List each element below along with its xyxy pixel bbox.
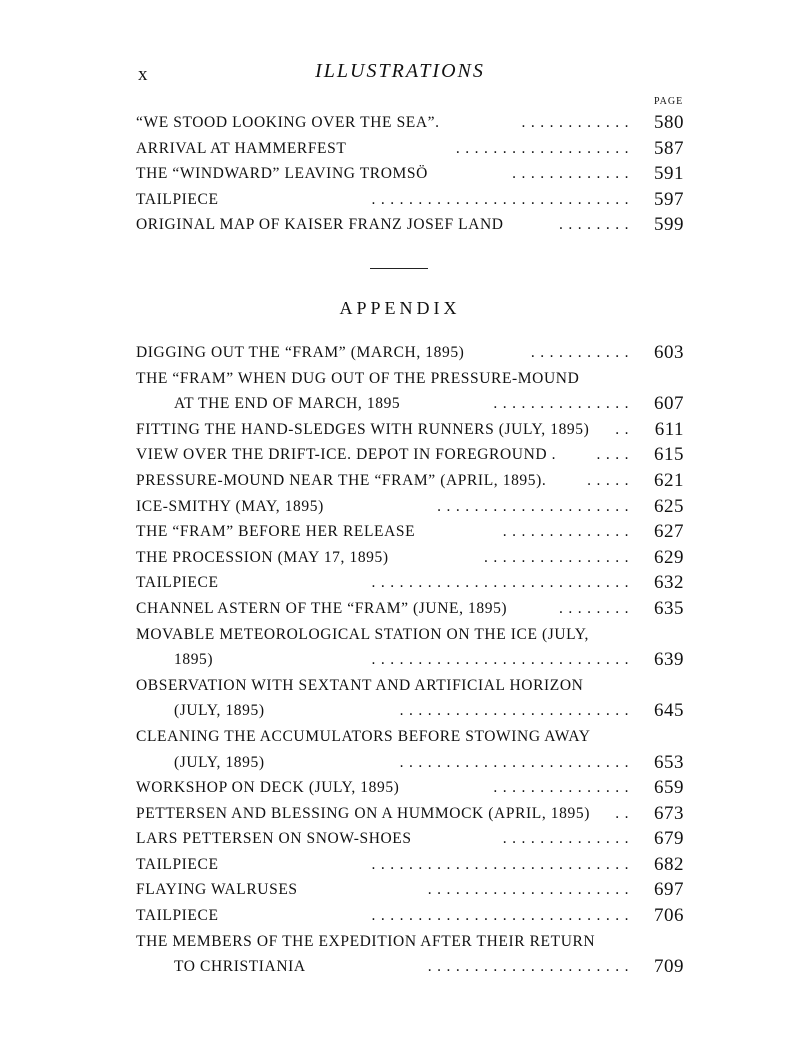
appendix-entry	[136, 570, 684, 596]
page-number: 597	[654, 188, 684, 210]
entry-title: “WE STOOD LOOKING OVER THE SEA”.	[136, 114, 440, 131]
illustration-entry	[136, 110, 684, 136]
leader-dots: ...............	[493, 779, 634, 797]
leader-dots: ...................	[455, 139, 634, 157]
appendix-entry	[136, 750, 684, 776]
leader-dots: ........	[559, 216, 634, 234]
appendix-heading: APPENDIX	[339, 298, 461, 318]
leader-dots: .........................	[399, 702, 634, 720]
leader-dots: .............	[512, 165, 634, 183]
appendix-entry	[136, 698, 684, 724]
entry-title: CHANNEL ASTERN OF THE “FRAM” (JUNE, 1895)	[136, 599, 508, 617]
entry-title: 1895)	[174, 651, 214, 669]
leader-dots: ................	[484, 548, 634, 566]
appendix-entry	[136, 545, 684, 571]
leader-dots: ............	[521, 114, 634, 131]
appendix-entry	[136, 852, 684, 878]
page-number: 632	[654, 572, 684, 594]
page-number: 645	[654, 700, 684, 722]
page-number: 603	[654, 342, 684, 363]
entry-title: PRESSURE-MOUND NEAR THE “FRAM” (APRIL, 1895).	[136, 471, 547, 489]
page-number: 673	[654, 802, 684, 824]
page-number: 627	[654, 521, 684, 543]
entry-title: DIGGING OUT THE “FRAM” (MARCH, 1895)	[136, 344, 465, 361]
entry-title: FITTING THE HAND-SLEDGES WITH RUNNERS (JULY, 1895)	[136, 420, 590, 438]
leader-dots: ..	[615, 804, 634, 822]
entry-title: TO CHRISTIANIA	[174, 958, 306, 976]
leader-dots: ....	[596, 446, 634, 464]
entry-title: TAILPIECE	[136, 907, 219, 925]
entry-title: LARS PETTERSEN ON SNOW-SHOES	[136, 830, 412, 848]
leader-dots: .........................	[399, 753, 634, 771]
illustration-entry	[136, 187, 684, 213]
page-title: ILLUSTRATIONS	[315, 60, 485, 82]
entry-title: (JULY, 1895)	[174, 753, 265, 771]
page-number: 697	[654, 879, 684, 901]
entry-title: WORKSHOP ON DECK (JULY, 1895)	[136, 779, 400, 797]
entry-title: MOVABLE METEOROLOGICAL STATION ON THE ICE (JULY,	[136, 625, 589, 643]
page-number: 653	[654, 751, 684, 773]
appendix-entry	[136, 366, 684, 392]
entry-title: VIEW OVER THE DRIFT-ICE. DEPOT IN FOREGROUND .	[136, 446, 557, 464]
appendix-entry	[136, 724, 684, 750]
appendix-entry	[136, 929, 684, 955]
appendix-entry	[136, 417, 684, 443]
page-column-label: PAGE	[654, 96, 684, 107]
entry-title: (JULY, 1895)	[174, 702, 265, 720]
leader-dots: ............................	[371, 907, 634, 925]
appendix-list	[136, 340, 684, 980]
entry-title: TAILPIECE	[136, 574, 219, 592]
entry-title: ICE-SMITHY (MAY, 1895)	[136, 497, 324, 515]
page-number-roman: x	[138, 64, 149, 85]
illustration-entry	[136, 136, 684, 162]
entry-title: ORIGINAL MAP OF KAISER FRANZ JOSEF LAND	[136, 216, 504, 234]
illustration-list	[136, 110, 684, 238]
page-number: 625	[654, 495, 684, 517]
leader-dots: ...............	[493, 395, 634, 413]
leader-dots: ..............	[502, 830, 634, 848]
appendix-entry	[136, 954, 684, 980]
page-number: 621	[654, 469, 684, 491]
page-number: 615	[654, 444, 684, 466]
appendix-entry	[136, 468, 684, 494]
page-number: 682	[654, 853, 684, 875]
entry-title: CLEANING THE ACCUMULATORS BEFORE STOWING AWAY	[136, 727, 591, 745]
leader-dots: ............................	[371, 574, 634, 592]
appendix-entry	[136, 340, 684, 366]
appendix-entry	[136, 596, 684, 622]
appendix-entry	[136, 826, 684, 852]
appendix-entry	[136, 622, 684, 648]
page-number: 679	[654, 828, 684, 850]
leader-dots: ............................	[371, 651, 634, 669]
page-number: 635	[654, 597, 684, 619]
appendix-entry	[136, 442, 684, 468]
page-number: 591	[654, 163, 684, 185]
appendix-entry	[136, 903, 684, 929]
page-number: 706	[654, 905, 684, 927]
entry-title: PETTERSEN AND BLESSING ON A HUMMOCK (APRIL, 1895)	[136, 804, 590, 822]
entry-title: AT THE END OF MARCH, 1895	[174, 395, 401, 413]
entry-title: THE “FRAM” WHEN DUG OUT OF THE PRESSURE-MOUND	[136, 369, 580, 387]
leader-dots: .....................	[437, 497, 634, 515]
leader-dots: ......................	[427, 958, 634, 976]
entry-title: ARRIVAL AT HAMMERFEST	[136, 139, 347, 157]
appendix-entry	[136, 801, 684, 827]
appendix-entry	[136, 519, 684, 545]
illustration-entry	[136, 161, 684, 187]
entry-title: FLAYING WALRUSES	[136, 881, 298, 899]
page-number: 709	[654, 956, 684, 978]
leader-dots: ..............	[502, 523, 634, 541]
leader-dots: ...........	[530, 344, 634, 361]
page-number: 639	[654, 649, 684, 671]
entry-title: THE “WINDWARD” LEAVING TROMSÖ	[136, 165, 428, 183]
page-number: 587	[654, 137, 684, 159]
entry-title: THE PROCESSION (MAY 17, 1895)	[136, 548, 389, 566]
leader-dots: ......................	[427, 881, 634, 899]
page-number: 607	[654, 393, 684, 415]
appendix-entry	[136, 877, 684, 903]
page-number: 659	[654, 777, 684, 799]
appendix-entry	[136, 775, 684, 801]
illustration-entry	[136, 212, 684, 238]
section-divider	[370, 268, 428, 269]
entry-title: OBSERVATION WITH SEXTANT AND ARTIFICIAL HORIZON	[136, 676, 584, 694]
appendix-entry	[136, 647, 684, 673]
leader-dots: ............................	[371, 855, 634, 873]
appendix-entry	[136, 494, 684, 520]
page-number: 599	[654, 214, 684, 236]
entry-title: THE “FRAM” BEFORE HER RELEASE	[136, 523, 416, 541]
leader-dots: .....	[587, 471, 634, 489]
running-head	[0, 58, 800, 86]
appendix-entry	[136, 391, 684, 417]
page-number: 580	[654, 112, 684, 133]
entry-title: TAILPIECE	[136, 190, 219, 208]
appendix-entry	[136, 673, 684, 699]
leader-dots: ........	[559, 599, 634, 617]
entry-title: THE MEMBERS OF THE EXPEDITION AFTER THEIR RETURN	[136, 932, 596, 950]
page-number: 629	[654, 546, 684, 568]
page-number: 611	[654, 418, 684, 440]
leader-dots: ..	[615, 420, 634, 438]
entry-title: TAILPIECE	[136, 855, 219, 873]
leader-dots: ............................	[371, 190, 634, 208]
